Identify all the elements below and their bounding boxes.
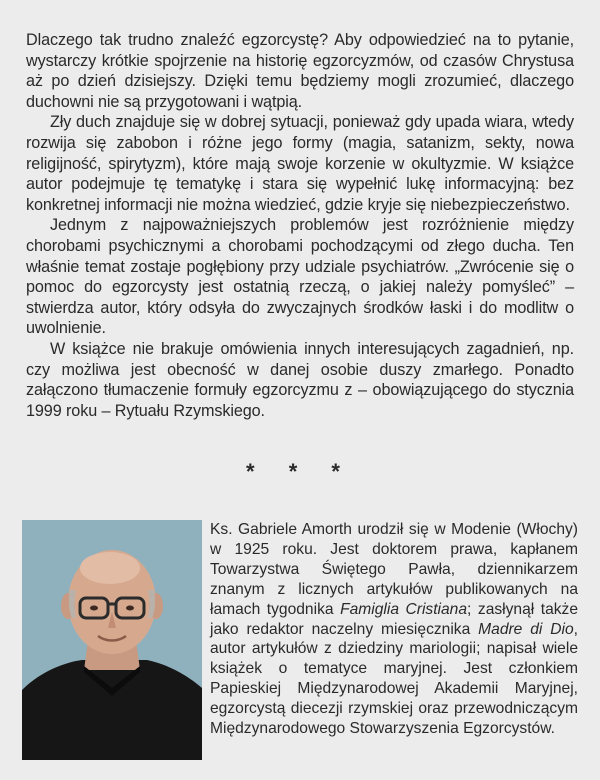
bio-text-part3: , autor artykułów z dziedziny mariologii; napisał wiele książek o tematyce maryjnej. Jest członkiem Papieskiej Międzynarodowej Akademii Maryjnej, egzorcystą diecezji rzymskiej oraz przewodniczącym Międzynarodowego Stowarzyszenia Egzorcystów. bbox=[210, 620, 578, 738]
paragraph-other-topics: W książce nie brakuje omówienia innych interesujących zagadnień, np. czy możliwa jest obecność w danej osobie duszy zmarłego. Ponadto załączono tłumaczenie formuły egzorcyzmu z – obowiązującego do stycznia 1999 roku – Rytuału Rzymskiego. bbox=[26, 339, 574, 420]
author-photo bbox=[22, 520, 202, 760]
description-text bbox=[26, 30, 574, 421]
bio-text-part1: Ks. Gabriele Amorth urodził się w Modenie (Włochy) w 1925 roku. Jest doktorem prawa, kapłanem Towarzystwa Świętego Pawła, dziennikarzem znanym z licznych artykułów publikowanych na łamach tygodnika bbox=[210, 521, 578, 618]
bio-text-part2: ; zasłynął także jako redaktor naczelny miesięcznika bbox=[210, 600, 579, 638]
paragraph-evil-spirit: Zły duch znajduje się w dobrej sytuacji, ponieważ gdy upada wiara, wtedy rozwija się zabobon i różne jego formy (magia, satanizm, sekty, nowa religijność, spirytyzm), które mają swoje korzenie w okultyzmie. W książce autor podejmuje tę tematykę i stara się wypełnić lukę informacyjną: bez konkretnej informacji nie można wiedzieć, gdzie kryje się niebezpieczeństwo. bbox=[26, 113, 574, 214]
paragraph-intro: Dlaczego tak trudno znaleźć egzorcystę? Aby odpowiedzieć na to pytanie, wystarczy krótkie spojrzenie na historię egzorcyzmów, od czasów Chrystusa aż po dzień dzisiejszy. Dzięki temu będziemy mogli zrozumieć, dlaczego duchowni nie są przygotowani i wątpią. bbox=[26, 31, 574, 111]
paragraph-illness: Jednym z najpoważniejszych problemów jest rozróżnienie między chorobami psychicznymi a chorobami pochodzącymi od złego ducha. Ten właśnie temat zostaje pogłębiony przy udziale psychiatrów. „Zwrócenie się o pomoc do egzorcysty jest ostatnią rzeczą, o jakiej należy pomyśleć” – stwierdza autor, który odsyła do zwyczajnych środków łaski i do modlitw o uwolnienie. bbox=[26, 216, 574, 338]
author-bio-text bbox=[210, 520, 578, 739]
bio-magazine-famiglia: Famiglia Cristiana bbox=[340, 600, 468, 618]
author-portrait-image bbox=[22, 520, 202, 760]
section-separator: * * * bbox=[246, 459, 354, 485]
bio-magazine-madre: Madre di Dio bbox=[478, 620, 574, 638]
